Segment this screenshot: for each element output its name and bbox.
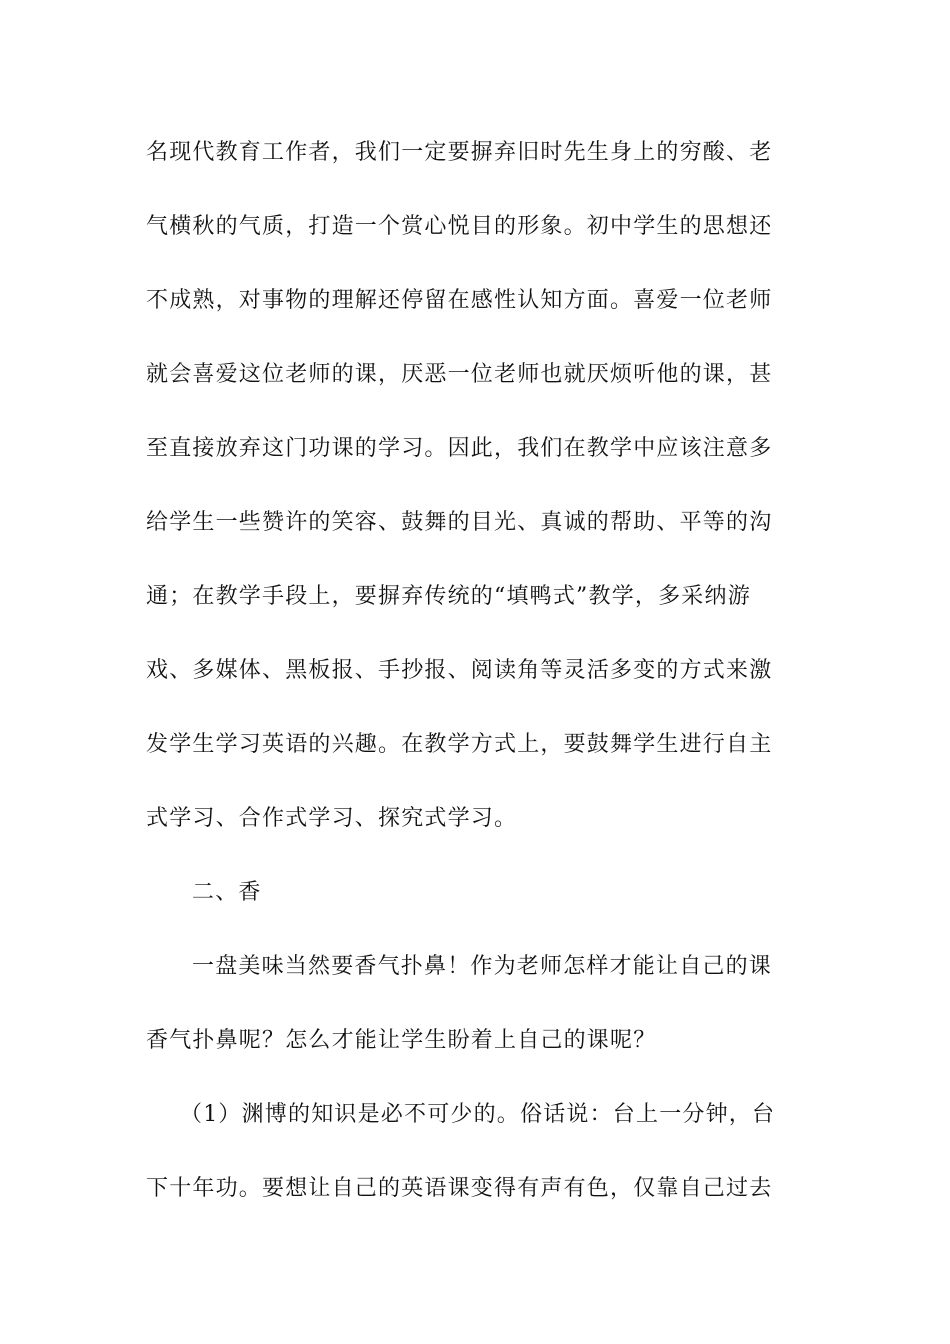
- text-line: 就会喜爱这位老师的课，厌恶一位老师也就厌烦听他的课，甚: [146, 362, 773, 387]
- paragraph-first-line: 一盘美味当然要香气扑鼻！作为老师怎样才能让自己的课: [192, 954, 773, 979]
- text-line: 名现代教育工作者，我们一定要摒弃旧时先生身上的穷酸、老: [146, 140, 773, 165]
- text-line: 香气扑鼻呢？怎么才能让学生盼着上自己的课呢？: [146, 1028, 657, 1053]
- text-line: 不成熟，对事物的理解还停留在感性认知方面。喜爱一位老师: [146, 288, 773, 313]
- text-line: 戏、多媒体、黑板报、手抄报、阅读角等灵活多变的方式来激: [146, 658, 773, 683]
- text-line: 发学生学习英语的兴趣。在教学方式上，要鼓舞学生进行自主: [146, 732, 773, 757]
- text-line: 通；在教学手段上，要摒弃传统的“填鸭式”教学，多采纳游: [146, 584, 751, 609]
- paragraph-first-line: （1）渊博的知识是必不可少的。俗话说：台上一分钟，台: [180, 1102, 776, 1127]
- text-line: 下十年功。要想让自己的英语课变得有声有色，仅靠自己过去: [146, 1176, 773, 1201]
- text-line: 给学生一些赞许的笑容、鼓舞的目光、真诚的帮助、平等的沟: [146, 510, 773, 535]
- text-line: 式学习、合作式学习、探究式学习。: [146, 806, 518, 831]
- section-heading: 二、香: [192, 880, 262, 905]
- document-body: [146, 124, 806, 1234]
- text-line: 至直接放弃这门功课的学习。因此，我们在教学中应该注意多: [146, 436, 773, 461]
- text-line: 气横秋的气质，打造一个赏心悦目的形象。初中学生的思想还: [146, 214, 773, 239]
